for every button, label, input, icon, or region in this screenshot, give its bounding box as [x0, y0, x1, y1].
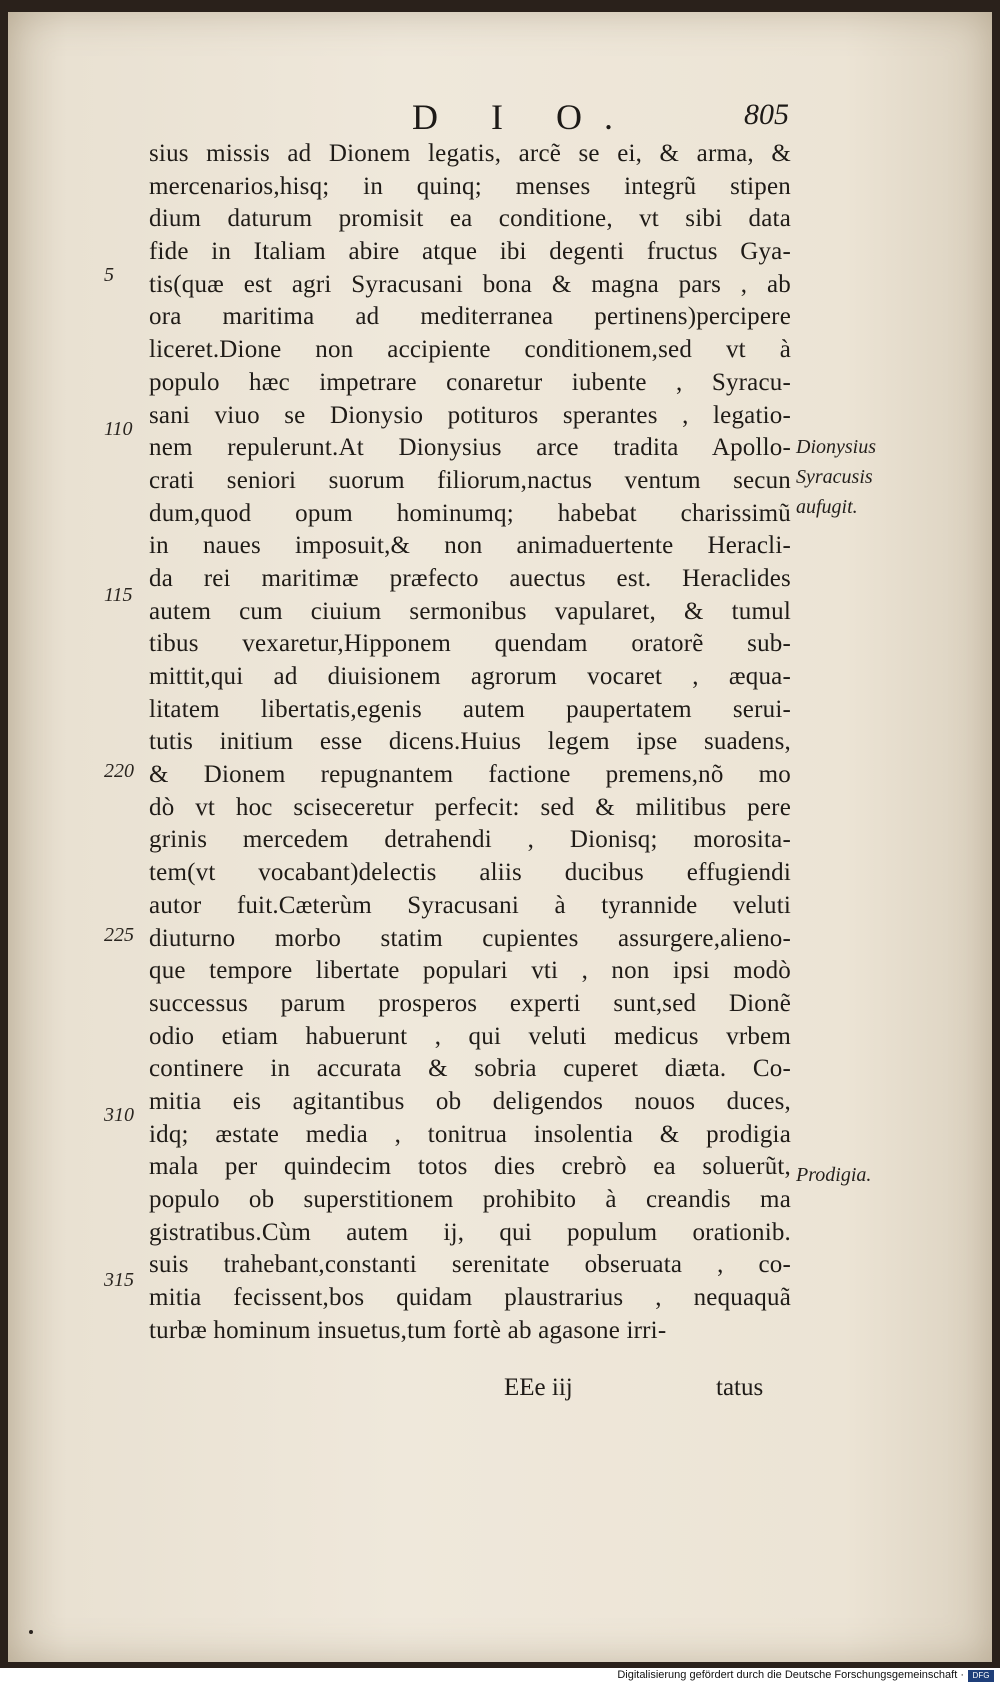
text-line: sani viuo se Dionysio potituros sperantes , legatio-	[149, 401, 791, 429]
text-line: nem repulerunt.At Dionysius arce tradita Apollo-	[149, 434, 791, 462]
text-line: grinis mercedem detrahendi , Dionisq; morosita-	[149, 826, 791, 854]
text-line: dium daturum promisit ea conditione, vt sibi data	[149, 205, 791, 233]
ink-speck	[29, 1630, 33, 1634]
page-footer	[8, 1374, 992, 1414]
text-line: liceret.Dione non accipiente conditionem,sed vt à	[149, 336, 791, 364]
text-line: successus parum prosperos experti sunt,sed Dionẽ	[149, 989, 791, 1017]
text-line: litatem libertatis,egenis autem paupertatem serui-	[149, 695, 791, 723]
page-header	[8, 96, 992, 136]
text-line: ora maritima ad mediterranea pertinens)percipere	[149, 303, 791, 331]
text-line: mitia eis agitantibus ob deligendos nouos duces,	[149, 1087, 791, 1115]
text-line: populo ob superstitionem prohibito à creandis ma	[149, 1186, 791, 1213]
line-number: 315	[104, 1269, 134, 1291]
text-line: que tempore libertate populari vti , non ipsi modò	[149, 957, 791, 985]
text-line: tutis initium esse dicens.Huius legem ipse suadens,	[149, 728, 791, 756]
marginal-note-line: Syracusis	[796, 466, 873, 488]
text-line: in naues imposuit,& non animaduertente Heracli-	[149, 532, 791, 560]
text-line: continere in accurata & sobria cuperet diæta. Co-	[149, 1055, 791, 1083]
line-number: 225	[104, 924, 134, 946]
text-line: dò vt hoc sciseceretur perfecit: sed & militibus pere	[149, 793, 791, 821]
line-number: 310	[104, 1104, 134, 1126]
text-line: fide in Italiam abire atque ibi degenti fructus Gya-	[149, 238, 791, 266]
marginal-note-line: Dionysius	[796, 436, 876, 458]
page-number: 805	[744, 98, 789, 131]
book-page	[8, 12, 992, 1662]
marginal-note-prodigia: Prodigia.	[796, 1164, 872, 1186]
text-line: suis trahebant,constanti serenitate obseruata , co-	[149, 1251, 791, 1279]
text-line: populo hæc impetrare conaretur iubente , Syracu-	[149, 368, 791, 396]
body-text	[149, 138, 791, 1347]
text-line: odio etiam habuerunt , qui veluti medicus vrbem	[149, 1022, 791, 1050]
marginal-note-dionysius	[796, 432, 916, 522]
text-line: autor fuit.Cæterùm Syracusani à tyrannide veluti	[149, 891, 791, 919]
text-line: gistratibus.Cùm autem ij, qui populum orationib.	[149, 1218, 791, 1246]
line-number: 115	[104, 584, 133, 606]
running-head: D I O.	[412, 97, 635, 137]
line-number: 220	[104, 760, 134, 782]
digitization-credit	[0, 1668, 1000, 1685]
text-line: dum,quod opum hominumq; habebat charissimũ	[149, 499, 791, 527]
dfg-logo-icon: DFG	[968, 1670, 994, 1682]
marginal-note-line: aufugit.	[796, 496, 858, 518]
line-number: 5	[104, 264, 114, 286]
text-line: diuturno morbo statim cupientes assurgere,alieno-	[149, 924, 791, 952]
text-line: mala per quindecim totos dies crebrò ea soluerũt,	[149, 1153, 791, 1181]
signature-mark: EEe iij	[504, 1374, 573, 1401]
text-line: tibus vexaretur,Hipponem quendam oratorẽ sub-	[149, 630, 791, 658]
text-line: tem(vt vocabant)delectis aliis ducibus effugiendi	[149, 859, 791, 887]
text-line: mitia fecissent,bos quidam plaustrarius , nequaquã	[149, 1284, 791, 1312]
text-line: autem cum ciuium sermonibus vapularet, & tumul	[149, 597, 791, 625]
text-line: mercenarios,hisq; in quinq; menses integrũ stipen	[149, 172, 791, 200]
line-number: 110	[104, 418, 133, 440]
text-line: sius missis ad Dionem legatis, arcẽ se ei, & arma, &	[149, 140, 791, 167]
text-line: crati seniori suorum filiorum,nactus ventum secun	[149, 466, 791, 494]
text-line: idq; æstate media , tonitrua insolentia & prodigia	[149, 1120, 791, 1148]
text-line: & Dionem repugnantem factione premens,nõ mo	[149, 761, 791, 789]
text-line: turbæ hominum insuetus,tum fortè ab agasone irri-	[149, 1316, 667, 1344]
catchword: tatus	[716, 1374, 764, 1401]
text-line: mittit,qui ad diuisionem agrorum vocaret , æqua-	[149, 663, 791, 690]
credit-text: Digitalisierung gefördert durch die Deutsche Forschungsgemeinschaft ·	[617, 1669, 964, 1681]
text-line: da rei maritimæ præfecto auectus est. Heraclides	[149, 564, 791, 592]
text-line: tis(quæ est agri Syracusani bona & magna pars , ab	[149, 270, 791, 298]
